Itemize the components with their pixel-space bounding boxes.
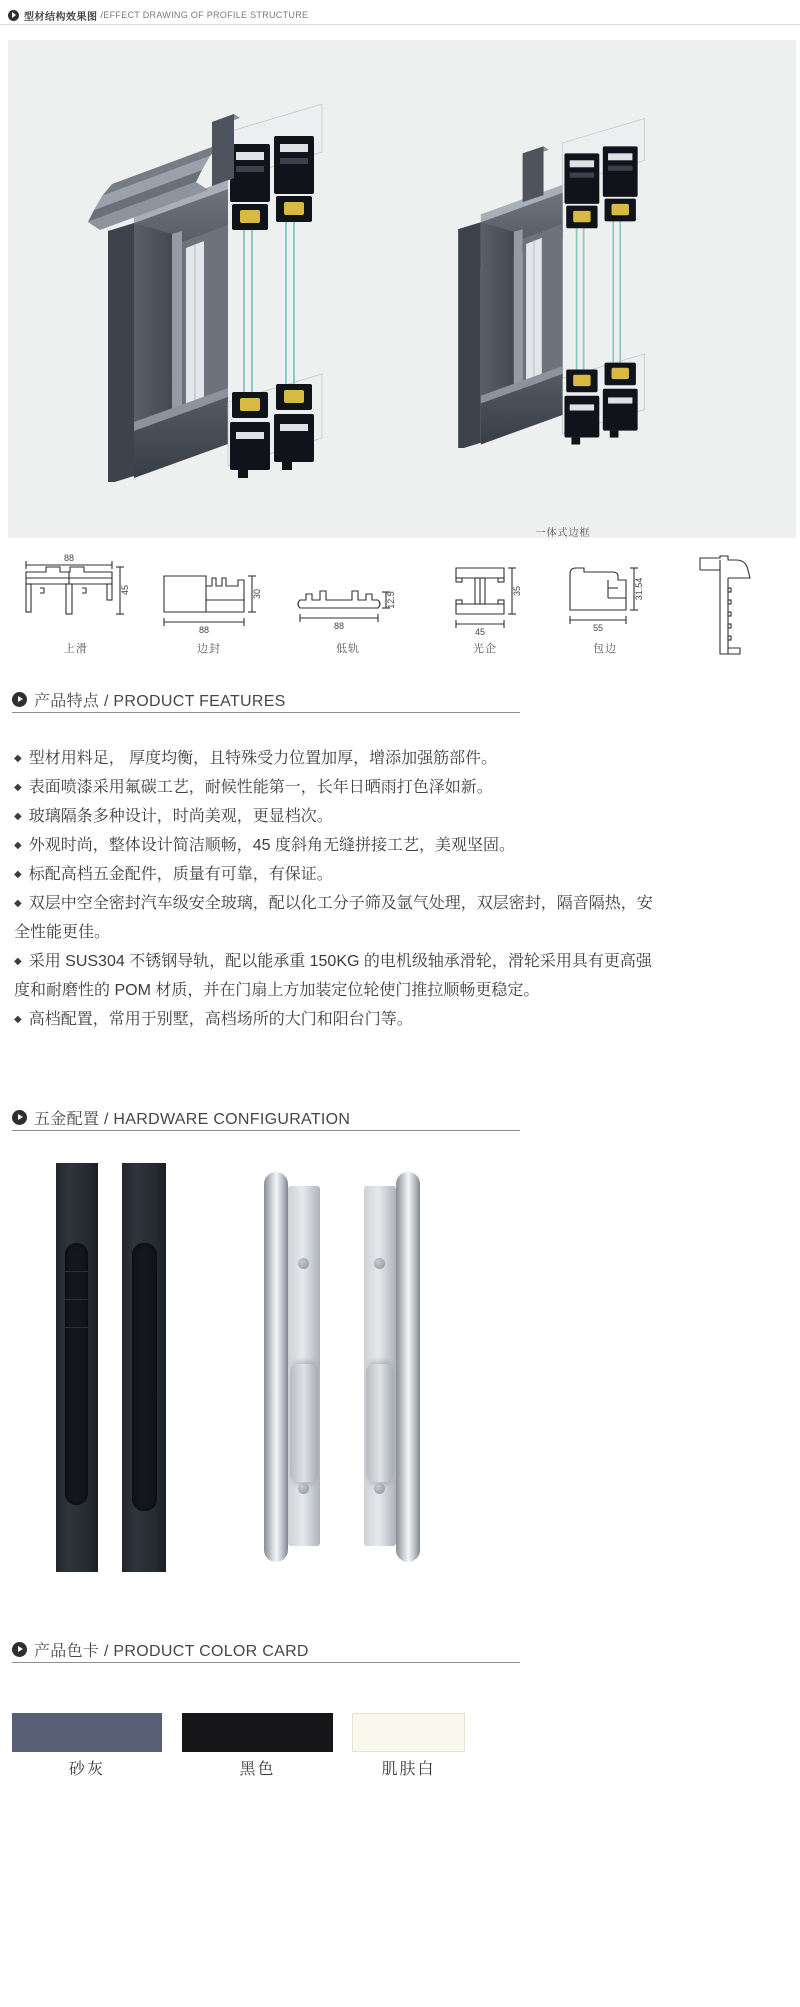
feature-text: 高档配置，常用于别墅，高档场所的大门和阳台门等。 <box>28 1011 413 1028</box>
color-swatch-skin-white <box>352 1713 465 1752</box>
profile-fig-baobian <box>560 552 650 655</box>
dim-side: 30 <box>252 588 262 600</box>
colors-rule <box>12 1662 520 1663</box>
color-swatch-sand-gray <box>12 1713 162 1752</box>
profile-corner-render-left <box>78 92 358 482</box>
hardware-rule <box>12 1130 520 1131</box>
swatch-label: 黑色 <box>239 1761 276 1778</box>
handle-bar <box>264 1172 288 1562</box>
header-title-cn: 型材结构效果图 <box>24 11 98 23</box>
dim-bottom: 45 <box>474 627 486 636</box>
profile-label: 边封 <box>197 643 221 655</box>
feature-item <box>14 744 656 773</box>
header-title-en: /EFFECT DRAWING OF PROFILE STRUCTURE <box>100 10 309 20</box>
feature-text: 玻璃隔条多种设计，时尚美观，更显档次。 <box>28 808 333 825</box>
diamond-bullet-icon: ◆ <box>14 1014 22 1025</box>
play-icon <box>12 692 27 707</box>
feature-item <box>14 802 656 831</box>
colors-title: 产品色卡 / PRODUCT COLOR CARD <box>34 1642 309 1660</box>
swatch-label: 砂灰 <box>68 1761 105 1778</box>
screw-hole <box>298 1258 309 1269</box>
feature-item <box>14 1005 656 1034</box>
profile-label: 低轨 <box>336 643 360 655</box>
colors-heading <box>12 1638 309 1660</box>
diamond-bullet-icon: ◆ <box>14 782 22 793</box>
handle-recess <box>65 1243 88 1505</box>
feature-text: 表面喷漆采用氟碳工艺，耐候性能第一，长年日晒雨打色泽如新。 <box>28 779 493 796</box>
profile-label: 包边 <box>593 643 617 655</box>
dim-top: 88 <box>63 553 75 563</box>
profile-fig-shanghua <box>16 552 136 655</box>
features-rule <box>12 712 520 713</box>
effect-drawing-panel <box>8 40 796 538</box>
feature-text: 标配高档五金配件，质量有可靠，有保证。 <box>28 866 333 883</box>
diamond-bullet-icon: ◆ <box>14 898 22 909</box>
dim-bottom: 88 <box>333 621 345 631</box>
handle-plate <box>288 1186 320 1546</box>
feature-text: 采用 SUS304 不锈钢导轨，配以能承重 150KG 的电机级轴承滑轮，滑轮采用具有更高强度和耐磨性的 POM 材质，并在门扇上方加装定位轮使门推拉顺畅更稳定。 <box>14 953 652 999</box>
profile-label: 上滑 <box>64 643 88 655</box>
diamond-bullet-icon: ◆ <box>14 956 22 967</box>
steel-handle-left <box>264 1172 322 1562</box>
feature-text: 外观时尚，整体设计简洁顺畅，45 度斜角无缝拼接工艺，美观坚固。 <box>28 837 515 854</box>
header-divider <box>0 24 800 25</box>
feature-item <box>14 860 656 889</box>
handle-grip <box>366 1364 394 1482</box>
feature-text: 双层中空全密封汽车级安全玻璃，配以化工分子筛及氩气处理，双层密封，隔音隔热，安全性能更佳。 <box>14 895 653 941</box>
profile-label: 光企 <box>473 643 497 655</box>
feature-text: 型材用料足， 厚度均衡，且特殊受力位置加厚，增添加强筋部件。 <box>28 750 498 767</box>
play-icon <box>12 1110 27 1125</box>
features-title: 产品特点 / PRODUCT FEATURES <box>34 692 286 710</box>
screw-hole <box>374 1483 385 1494</box>
swatch-label: 肌肤白 <box>381 1761 436 1778</box>
feature-item <box>14 947 656 1005</box>
profile-fig-digui <box>290 552 406 655</box>
handle-bar <box>396 1172 420 1562</box>
steel-handle-right <box>362 1172 420 1562</box>
profile-fig-guangqi <box>444 552 526 655</box>
feature-item <box>14 773 656 802</box>
page-header <box>8 6 308 24</box>
handle-seam <box>65 1327 88 1328</box>
black-handle-right <box>122 1163 166 1572</box>
profile-corner-render-right <box>432 108 676 448</box>
diamond-bullet-icon: ◆ <box>14 753 22 764</box>
dim-side: 12.5 <box>386 591 396 609</box>
dim-side: 31.54 <box>634 577 644 601</box>
handle-grip <box>290 1364 318 1482</box>
dim-bottom: 55 <box>592 623 604 633</box>
handle-seam <box>65 1299 88 1300</box>
screw-hole <box>298 1483 309 1494</box>
profile-fig-bianfeng <box>154 552 264 655</box>
handle-recess <box>132 1243 157 1511</box>
feature-item <box>14 831 656 860</box>
dim-bottom: 88 <box>198 625 210 635</box>
features-heading <box>12 688 286 710</box>
black-handle-left <box>56 1163 98 1572</box>
screw-hole <box>374 1258 385 1269</box>
hardware-heading <box>12 1106 350 1128</box>
play-icon <box>12 1642 27 1657</box>
feature-item <box>14 889 656 947</box>
render-caption: 一体式边框 <box>535 528 591 539</box>
diamond-bullet-icon: ◆ <box>14 840 22 851</box>
color-swatch-black <box>182 1713 333 1752</box>
hardware-title: 五金配置 / HARDWARE CONFIGURATION <box>34 1110 351 1128</box>
diamond-bullet-icon: ◆ <box>14 869 22 880</box>
profile-fig-corner <box>688 550 760 662</box>
dim-side: 35 <box>512 585 522 597</box>
dim-side: 45 <box>120 584 130 596</box>
play-icon <box>8 10 19 21</box>
handle-plate <box>364 1186 396 1546</box>
diamond-bullet-icon: ◆ <box>14 811 22 822</box>
handle-seam <box>65 1271 88 1272</box>
features-list <box>14 744 656 1034</box>
